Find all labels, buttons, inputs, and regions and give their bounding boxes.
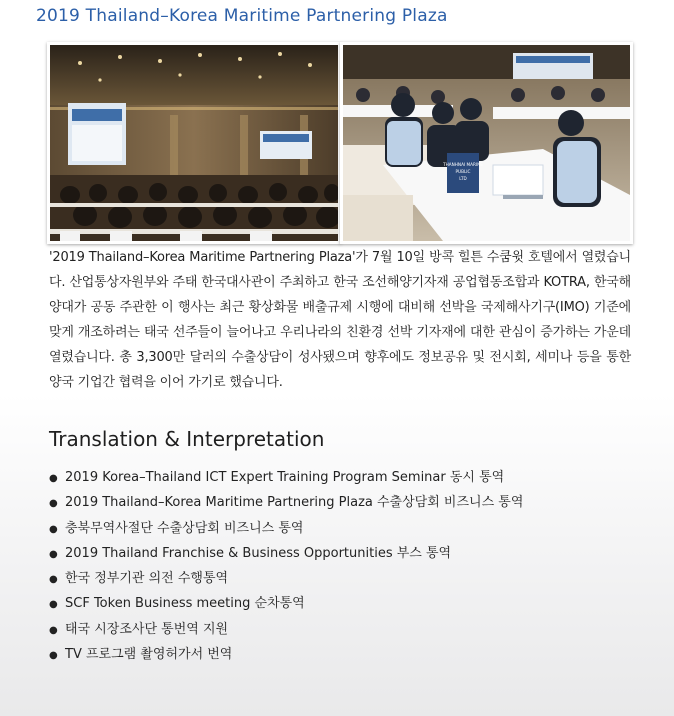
list-item-text: TV 프로그램 촬영허가서 번역 bbox=[65, 647, 233, 663]
list-item-text: 한국 정부기관 의전 수행통역 bbox=[65, 571, 229, 587]
bullet-icon: ● bbox=[49, 473, 58, 484]
list-item bbox=[49, 541, 523, 566]
bullet-icon: ● bbox=[49, 624, 58, 636]
list-item-text: 2019 Korea–Thailand ICT Expert Training Program Seminar 동시 통역 bbox=[65, 470, 505, 485]
list-item bbox=[49, 642, 523, 667]
list-item bbox=[49, 516, 523, 541]
bullet-icon: ● bbox=[49, 599, 58, 611]
bullet-icon: ● bbox=[49, 523, 58, 535]
list-item-text: 2019 Thailand–Korea Maritime Partnering Plaza 수출상담회 비즈니스 통역 bbox=[65, 495, 524, 511]
sign-text-line1: THANHNAI MARINE bbox=[443, 162, 483, 167]
list-item bbox=[49, 591, 523, 616]
bullet-icon: ● bbox=[49, 574, 58, 586]
page-title: 2019 Thailand–Korea Maritime Partnering Plaza bbox=[36, 6, 448, 26]
bullet-icon: ● bbox=[49, 498, 58, 510]
article-paragraph: '2019 Thailand–Korea Maritime Partnering Plaza'가 7월 10일 방콕 힐튼 수쿰윗 호텔에서 열렸습니다. 산업통상자원부와 주태 한국대사관이 주최하고 한국 조선해양기자재 공업협동조합과 KOTRA, 한국해양대가 공동 주관한 이 행사는 최근 황상화물 배출규제 시행에 대비해 선박을 국제해사기구(IMO) 기준에 맞게 개조하려는 태국 선주들이 늘어나고 우리나라의 친환경 선박 기자재에 대한 관심이 증가하는 가운데 열렸습니다. 총 3,300만 달러의 수출상담이 성사됐으며 향후에도 정보공유 및 전시회, 세미나 등을 통한 양국 기업간 협력을 이어 가기로 했습니다. bbox=[49, 250, 631, 390]
service-list bbox=[49, 465, 523, 667]
list-item-text: 충북무역사절단 수출상담회 비즈니스 통역 bbox=[65, 520, 304, 536]
list-item bbox=[49, 617, 523, 642]
list-item bbox=[49, 566, 523, 591]
bullet-icon: ● bbox=[49, 650, 58, 662]
sign-text-line2: PUBLIC bbox=[455, 169, 471, 174]
list-item bbox=[49, 465, 523, 490]
bullet-icon: ● bbox=[49, 548, 58, 560]
section-heading: Translation & Interpretation bbox=[49, 427, 325, 451]
list-item-text: 2019 Thailand Franchise & Business Opportunities 부스 통역 bbox=[65, 545, 452, 561]
list-item-text: SCF Token Business meeting 순차통역 bbox=[65, 596, 305, 612]
list-item bbox=[49, 490, 523, 515]
list-item-text: 태국 시장조사단 통번역 지원 bbox=[65, 621, 229, 637]
seminar-hall-photo bbox=[47, 42, 341, 244]
business-meeting-photo bbox=[340, 42, 633, 244]
sign-text-line3: LTD bbox=[459, 176, 467, 181]
